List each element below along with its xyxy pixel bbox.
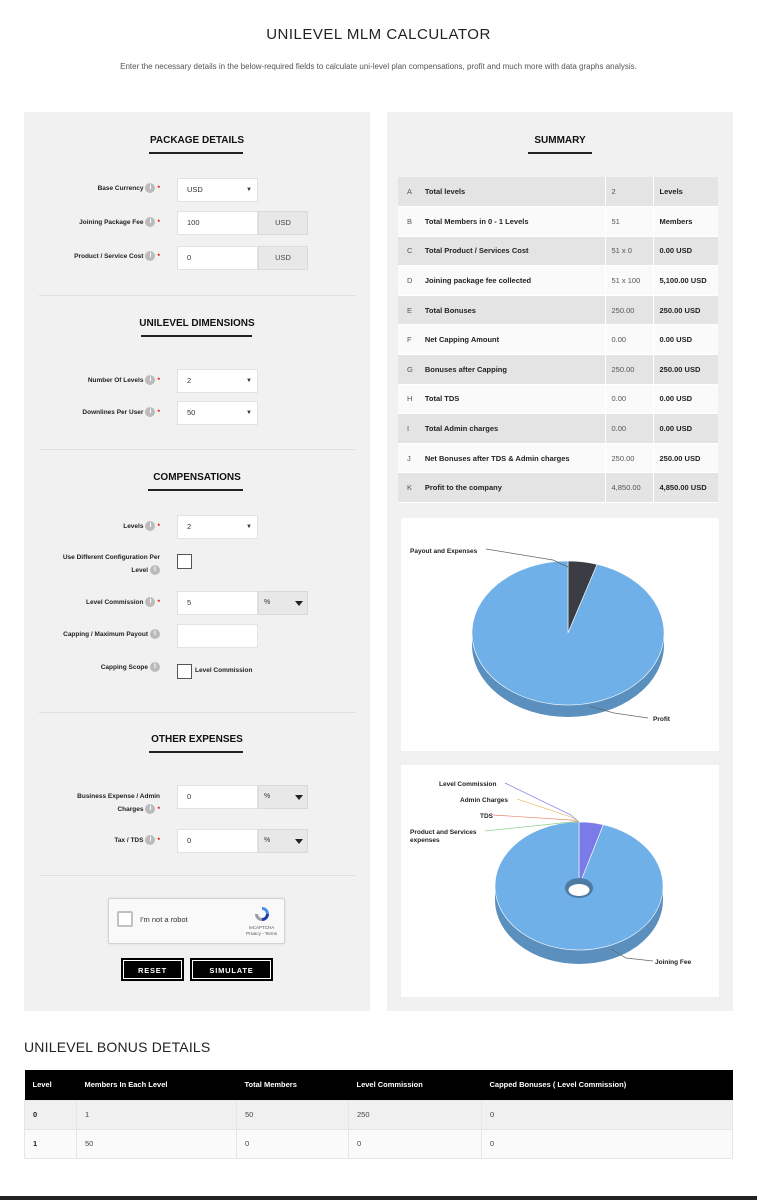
capping-scope-label: Capping Scope i (101, 661, 160, 674)
summary-row-result: 5,100.00 USD (653, 266, 718, 296)
number-of-levels-select[interactable]: 2 ▼ (177, 369, 258, 393)
product-cost-label: Product / Service Cost i * (74, 252, 160, 260)
bonus-column-header: Total Members (237, 1070, 349, 1100)
page-title: UNILEVEL MLM CALCULATOR (266, 26, 491, 43)
joining-fee-label: Joining Package Fee i * (79, 218, 160, 226)
pie-data-label: Admin Charges (460, 797, 509, 804)
bonus-cell: 0 (482, 1129, 733, 1158)
summary-row (398, 355, 718, 385)
summary-row-label: Total TDS (419, 384, 605, 414)
bonus-column-header: Capped Bonuses ( Level Commission) (482, 1070, 733, 1100)
info-icon[interactable]: i (145, 251, 155, 261)
required-marker: * (157, 599, 160, 606)
info-icon[interactable]: i (145, 597, 155, 607)
bonus-cell: 50 (237, 1100, 349, 1129)
bonus-details-heading: UNILEVEL BONUS DETAILS (24, 1039, 211, 1055)
different-config-label: Use Different Configuration Per Level i (62, 554, 160, 574)
capping-scope-checkbox[interactable] (177, 664, 192, 679)
joining-fee-input[interactable]: 100 (177, 211, 258, 235)
joining-fee-currency-addon: USD (258, 211, 308, 235)
tax-tds-label: Tax / TDS i * (114, 836, 160, 844)
summary-row-key: B (398, 207, 419, 237)
footer-bar (0, 1196, 757, 1200)
summary-row-result: 0.00 USD (653, 325, 718, 355)
chevron-down-icon: ▼ (246, 410, 252, 416)
summary-row-label: Profit to the company (419, 473, 605, 503)
summary-row-label: Total Bonuses (419, 295, 605, 325)
expenses-pie-chart-svg (401, 765, 719, 997)
comp-levels-label: Levels i * (123, 522, 160, 530)
pie-data-label: Payout and Expenses (410, 548, 478, 555)
profit-pie-chart-svg (401, 518, 719, 751)
required-marker: * (157, 837, 160, 844)
business-expense-label: Business Expense / Admin Charges i * (77, 793, 160, 813)
pie-hole-inner (569, 884, 590, 896)
capping-label: Capping / Maximum Payout i (63, 628, 160, 641)
bonus-column-header: Level (25, 1070, 77, 1100)
summary-row-key: A (398, 177, 419, 207)
summary-row-label: Total Product / Services Cost (419, 236, 605, 266)
expenses-pie-chart (401, 765, 719, 997)
summary-row-label: Joining package fee collected (419, 266, 605, 296)
summary-row (398, 266, 718, 296)
caret-down-icon (295, 795, 303, 800)
summary-row-key: I (398, 414, 419, 444)
summary-row (398, 236, 718, 266)
summary-row-result: 0.00 USD (653, 414, 718, 444)
info-icon[interactable]: i (145, 804, 155, 814)
tax-tds-unit-select[interactable]: % (258, 829, 308, 853)
business-expense-unit-select[interactable]: % (258, 785, 308, 809)
section-divider (39, 875, 355, 876)
summary-row-calc: 51 (605, 207, 653, 237)
recaptcha-logo-icon (252, 905, 272, 923)
capping-scope-option-label: Level Commission (195, 667, 253, 674)
calculator-form-panel (24, 112, 370, 1011)
bonus-column-header: Level Commission (349, 1070, 482, 1100)
info-icon[interactable]: i (150, 662, 160, 672)
section-divider (39, 295, 355, 296)
summary-row-calc: 4,850.00 (605, 473, 653, 503)
summary-row-calc: 0.00 (605, 325, 653, 355)
summary-row (398, 443, 718, 473)
downlines-per-user-label: Downlines Per User i * (82, 408, 160, 416)
pie-data-label: Level Commission (439, 781, 497, 788)
required-marker: * (157, 219, 160, 226)
caret-down-icon (295, 839, 303, 844)
summary-row (398, 473, 718, 503)
summary-row (398, 295, 718, 325)
compensations-underline (148, 489, 243, 491)
level-commission-label: Level Commission i * (86, 598, 160, 606)
summary-row-label: Net Bonuses after TDS & Admin charges (419, 443, 605, 473)
summary-row-key: E (398, 295, 419, 325)
pie-data-label: TDS (480, 813, 493, 820)
summary-row-result: Levels (653, 177, 718, 207)
summary-row-key: H (398, 384, 419, 414)
summary-row-key: D (398, 266, 419, 296)
summary-row-result: 250.00 USD (653, 295, 718, 325)
bonus-row (25, 1129, 733, 1158)
business-expense-input[interactable]: 0 (177, 785, 258, 809)
base-currency-label: Base Currency i * (97, 184, 160, 192)
required-marker: * (157, 409, 160, 416)
pie-slice[interactable] (472, 561, 664, 705)
summary-row-result: 250.00 USD (653, 443, 718, 473)
info-icon[interactable]: i (145, 375, 155, 385)
product-cost-input[interactable]: 0 (177, 246, 258, 270)
summary-row-result: 0.00 USD (653, 236, 718, 266)
compensations-heading: COMPENSATIONS (153, 472, 241, 483)
bonus-cell: 1 (25, 1129, 77, 1158)
summary-row (398, 177, 718, 207)
required-marker: * (157, 806, 160, 813)
summary-row-key: K (398, 473, 419, 503)
page-subtitle: Enter the necessary details in the below-required fields to calculate uni-level plan compensations, profit and much more with data graphs analysis. (120, 62, 637, 71)
summary-row-calc: 250.00 (605, 355, 653, 385)
summary-row-key: G (398, 355, 419, 385)
product-cost-currency-addon: USD (258, 246, 308, 270)
bonus-cell: 0 (349, 1129, 482, 1158)
different-config-checkbox[interactable] (177, 554, 192, 569)
info-icon[interactable]: i (150, 565, 160, 575)
bonus-details-table (24, 1070, 733, 1159)
summary-row-label: Bonuses after Capping (419, 355, 605, 385)
summary-row-label: Total Members in 0 - 1 Levels (419, 207, 605, 237)
summary-row (398, 207, 718, 237)
tax-tds-input[interactable]: 0 (177, 829, 258, 853)
info-icon[interactable]: i (145, 407, 155, 417)
unilevel-dimensions-heading: UNILEVEL DIMENSIONS (139, 318, 255, 329)
comp-levels-select[interactable]: 2 ▼ (177, 515, 258, 539)
bonus-column-header: Members In Each Level (77, 1070, 237, 1100)
pie-data-label: Product and Services (410, 829, 477, 836)
summary-heading: SUMMARY (534, 135, 586, 146)
level-commission-unit-select[interactable]: % (258, 591, 308, 615)
recaptcha-checkbox[interactable] (117, 911, 133, 927)
base-currency-select[interactable]: USD ▼ (177, 178, 258, 202)
profit-pie-chart (401, 518, 719, 751)
bonus-cell: 50 (77, 1129, 237, 1158)
summary-row-calc: 51 x 100 (605, 266, 653, 296)
info-icon[interactable]: i (145, 183, 155, 193)
capping-input[interactable] (177, 624, 258, 648)
summary-row-result: Members (653, 207, 718, 237)
caret-down-icon (295, 601, 303, 606)
required-marker: * (157, 377, 160, 384)
summary-row-label: Net Capping Amount (419, 325, 605, 355)
summary-row-calc: 0.00 (605, 384, 653, 414)
summary-row-calc: 250.00 (605, 295, 653, 325)
summary-row-result: 250.00 USD (653, 355, 718, 385)
bonus-cell: 0 (482, 1100, 733, 1129)
level-commission-input[interactable]: 5 (177, 591, 258, 615)
number-of-levels-label: Number Of Levels i * (87, 376, 160, 384)
unilevel-dimensions-underline (141, 335, 252, 337)
summary-row-calc: 0.00 (605, 414, 653, 444)
chevron-down-icon: ▼ (246, 524, 252, 530)
summary-row (398, 384, 718, 414)
bonus-row (25, 1100, 733, 1129)
bonus-cell: 1 (77, 1100, 237, 1129)
summary-row-calc: 2 (605, 177, 653, 207)
pie-data-label: Profit (653, 716, 670, 723)
summary-row-calc: 51 x 0 (605, 236, 653, 266)
summary-underline (528, 152, 592, 154)
summary-table (398, 177, 718, 503)
chevron-down-icon: ▼ (246, 378, 252, 384)
pie-data-label: expenses (410, 837, 440, 844)
summary-row-key: F (398, 325, 419, 355)
summary-row-label: Total Admin charges (419, 414, 605, 444)
chevron-down-icon: ▼ (246, 187, 252, 193)
summary-row-key: J (398, 443, 419, 473)
pie-data-label: Joining Fee (655, 959, 692, 966)
info-icon[interactable]: i (150, 629, 160, 639)
required-marker: * (157, 523, 160, 530)
simulate-button[interactable]: SIMULATE (190, 958, 273, 981)
package-details-underline (149, 152, 243, 154)
package-details-heading: PACKAGE DETAILS (149, 135, 245, 146)
bonus-cell: 0 (237, 1129, 349, 1158)
recaptcha-label: I'm not a robot (140, 915, 188, 924)
summary-row-key: C (398, 236, 419, 266)
info-icon[interactable]: i (145, 835, 155, 845)
summary-row-result: 0.00 USD (653, 384, 718, 414)
bonus-cell: 250 (349, 1100, 482, 1129)
info-icon[interactable]: i (145, 521, 155, 531)
bonus-cell: 0 (25, 1100, 77, 1129)
summary-row-result: 4,850.00 USD (653, 473, 718, 503)
section-divider (39, 712, 355, 713)
required-marker: * (157, 253, 160, 260)
recaptcha-brand: reCAPTCHA Privacy - Terms (246, 925, 277, 936)
summary-row-label: Total levels (419, 177, 605, 207)
summary-panel (387, 112, 733, 1011)
other-expenses-underline (149, 751, 243, 753)
summary-row (398, 325, 718, 355)
summary-row (398, 414, 718, 444)
other-expenses-heading: OTHER EXPENSES (151, 734, 243, 745)
pie-leader-line (493, 815, 579, 822)
recaptcha-widget (108, 898, 285, 944)
downlines-per-user-select[interactable]: 50 ▼ (177, 401, 258, 425)
section-divider (39, 449, 355, 450)
reset-button[interactable]: RESET (121, 958, 184, 981)
info-icon[interactable]: i (145, 217, 155, 227)
required-marker: * (157, 185, 160, 192)
summary-row-calc: 250.00 (605, 443, 653, 473)
